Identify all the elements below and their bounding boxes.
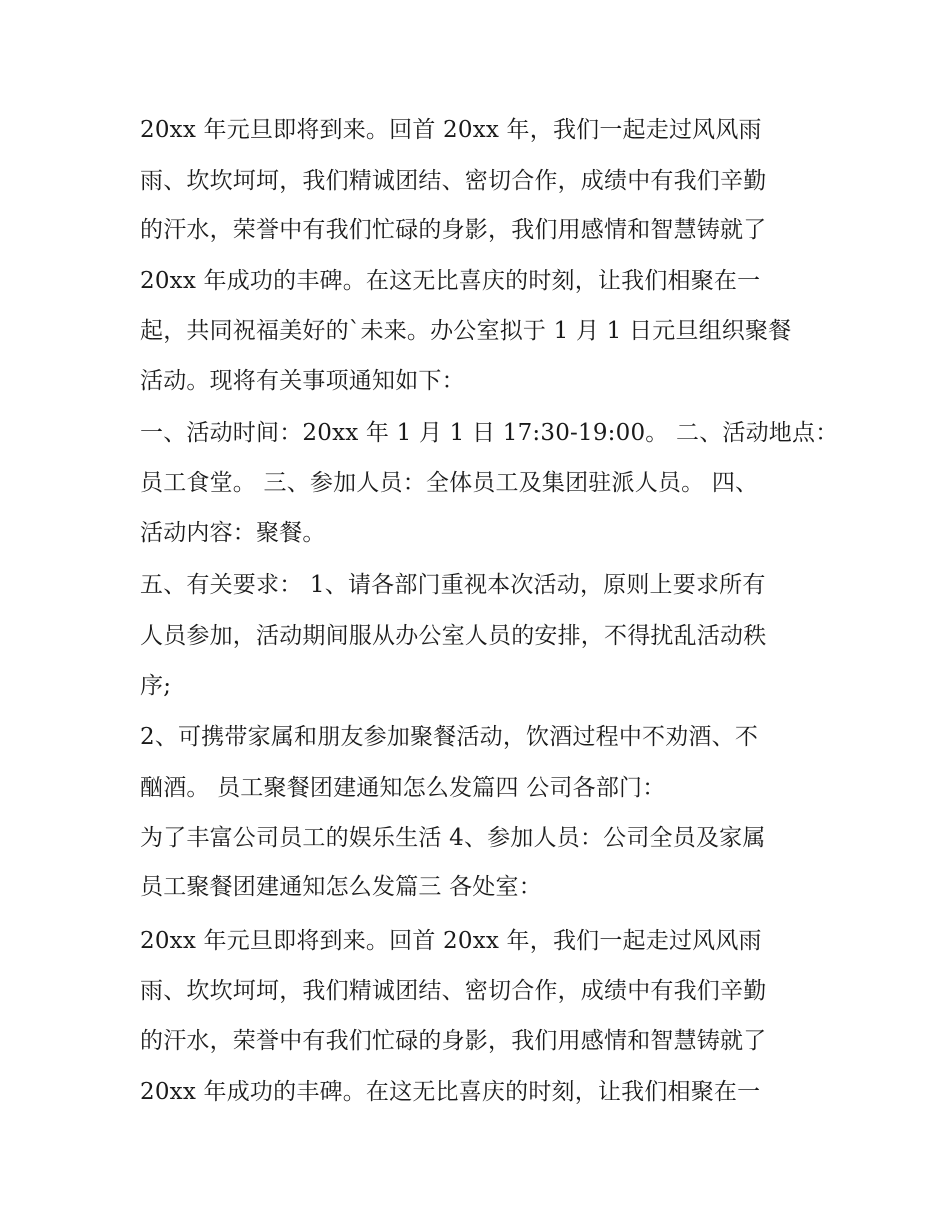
text-line: 起，共同祝福美好的`未来。办公室拟于 1 月 1 日元旦组织聚餐: [140, 318, 792, 344]
text-line: 活动内容：聚餐。: [140, 520, 326, 546]
text-line: 20xx 年成功的丰碑。在这无比喜庆的时刻，让我们相聚在一: [140, 268, 761, 294]
text-line: 20xx 年成功的丰碑。在这无比喜庆的时刻，让我们相聚在一: [140, 1079, 761, 1105]
text-line: 2、可携带家属和朋友参加聚餐活动，饮酒过程中不劝酒、不: [140, 724, 759, 750]
text-line: 员工食堂。 三、参加人员：全体员工及集团驻派人员。 四、: [140, 470, 759, 496]
text-line: 序;: [140, 673, 172, 699]
text-line: 活动。现将有关事项通知如下：: [140, 368, 465, 394]
text-line: 雨、坎坎坷坷，我们精诚团结、密切合作，成绩中有我们辛勤: [140, 978, 767, 1004]
text-line: 20xx 年元旦即将到来。回首 20xx 年，我们一起走过风风雨: [140, 117, 762, 143]
text-line: 20xx 年元旦即将到来。回首 20xx 年，我们一起走过风风雨: [140, 928, 762, 954]
text-line: 人员参加，活动期间服从办公室人员的安排，不得扰乱活动秩: [140, 623, 767, 649]
text-line: 一、活动时间：20xx 年 1 月 1 日 17:30-19:00。 二、活动地点：: [140, 420, 839, 446]
text-line: 雨、坎坎坷坷，我们精诚团结、密切合作，成绩中有我们辛勤: [140, 168, 767, 194]
text-line: 酗酒。 员工聚餐团建通知怎么发篇四 公司各部门：: [140, 775, 666, 801]
text-line: 的汗水，荣誉中有我们忙碌的身影，我们用感情和智慧铸就了: [140, 1028, 767, 1054]
text-line: 的汗水，荣誉中有我们忙碌的身影，我们用感情和智慧铸就了: [140, 217, 767, 243]
text-line: 五、有关要求： 1、请各部门重视本次活动，原则上要求所有: [140, 572, 766, 598]
text-line: 员工聚餐团建通知怎么发篇三 各处室：: [140, 874, 542, 900]
text-line: 为了丰富公司员工的娱乐生活 4、参加人员：公司全员及家属: [140, 825, 766, 851]
